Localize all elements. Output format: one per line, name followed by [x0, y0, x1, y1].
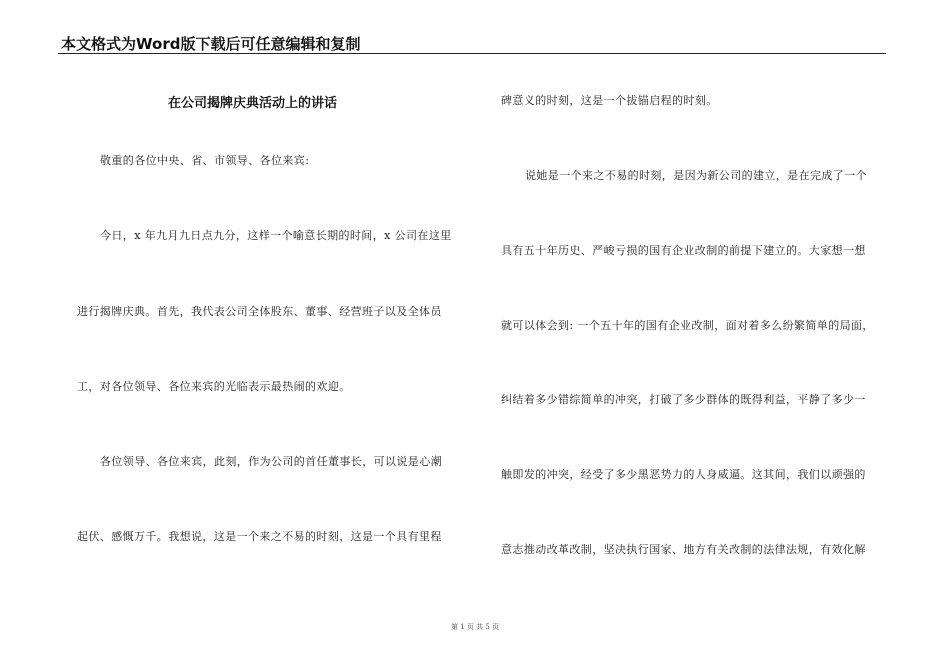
paragraph-line: 碑意义的时刻，这是一个拔锚启程的时刻。: [501, 94, 718, 107]
paragraph-line: 各位领导、各位来宾，此刻，作为公司的首任董事长，可以说是心潮: [100, 455, 442, 468]
paragraph-line: 具有五十年历史、严峻亏损的国有企业改制的前提下建立的。大家想一想: [501, 244, 866, 257]
paragraph-line: 就可以体会到: 一个五十年的国有企业改制，面对着多么纷繁简单的局面，: [501, 319, 874, 332]
paragraph-line: 触即发的冲突，经受了多少黑恶势力的人身威逼。这其间，我们以顽强的: [501, 468, 866, 481]
paragraph-line: 进行揭牌庆典。首先，我代表公司全体股东、董事、经营班子以及全体员: [77, 305, 442, 318]
paragraph-line: 起伏、感慨万千。我想说，这是一个来之不易的时刻，这是一个具有里程: [77, 530, 442, 543]
paragraph-line: 今日，x 年九月九日点九分，这样一个喻意长期的时间，x 公司在这里: [100, 229, 452, 242]
header-divider: [58, 53, 886, 54]
paragraph-line: 敬重的各位中央、省、市领导、各位来宾:: [100, 154, 310, 167]
paragraph-line: 说她是一个来之不易的时刻，是因为新公司的建立，是在完成了一个: [525, 169, 867, 182]
speech-title: 在公司揭牌庆典活动上的讲话: [168, 96, 338, 111]
paragraph-line: 工，对各位领导、各位来宾的光临表示最热闹的欢迎。: [77, 380, 351, 393]
paragraph-line: 意志推动改革改制，坚决执行国家、地方有关改制的法律法规，有效化解: [501, 543, 866, 556]
document-header-title: 本文格式为Word版下载后可任意编辑和复制: [61, 35, 361, 53]
paragraph-line: 纠结着多少错综简单的冲突，打破了多少群体的既得利益，平静了多少一: [501, 393, 866, 406]
page-number-footer: 第 1 页 共 5 页: [450, 623, 500, 631]
